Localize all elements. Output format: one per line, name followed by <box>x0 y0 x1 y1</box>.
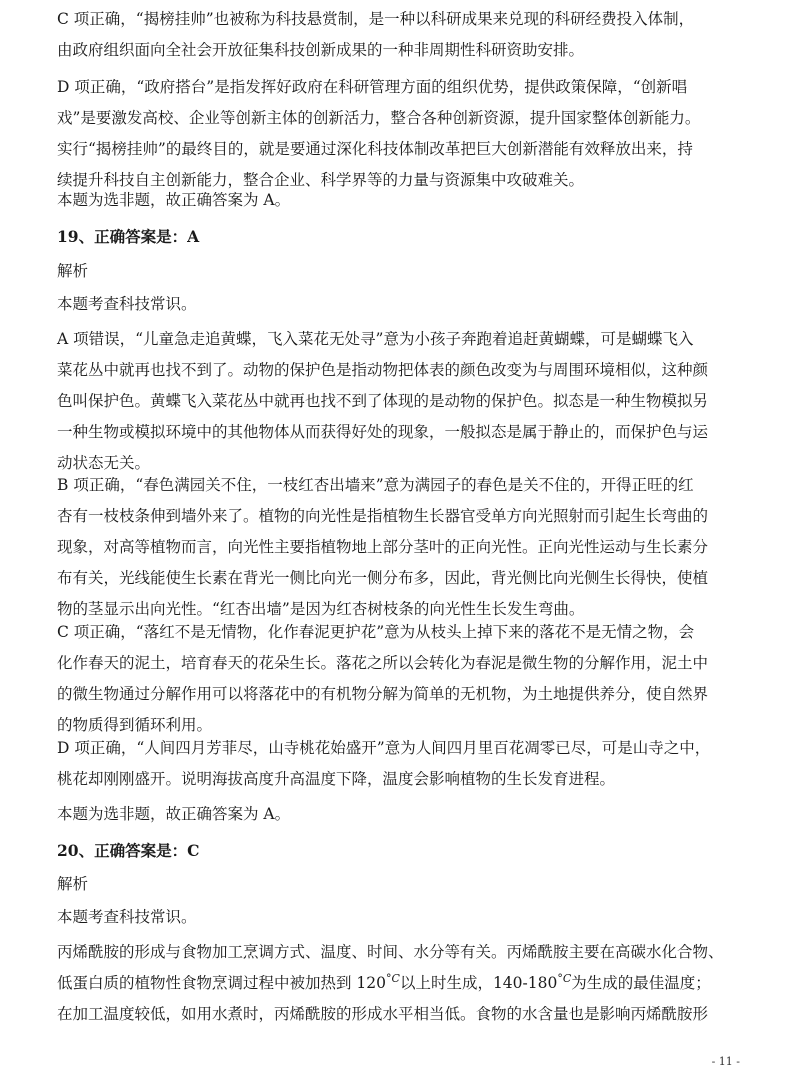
celsius-unit: °C <box>557 971 572 985</box>
text-line: A 项错误，“儿童急走追黄蝶，飞入菜花无处寻”意为小孩子奔跑着追赶黄蝴蝶，可是蝴蝶飞入 <box>57 330 694 348</box>
paragraph-acrylamide <box>57 937 743 1030</box>
text-line: 桃花却刚刚盛开。说明海拔高度升高温度下降，温度会影响植物的生长发育进程。 <box>57 770 616 788</box>
text-line: 由政府组织面向全社会开放征集科技创新成果的一种非周期性科研资助安排。 <box>57 41 585 59</box>
text-line: 布有关，光线能使生长素在背光一侧比向光一侧分布多，因此，背光侧比向光侧生长得快，使植 <box>57 569 709 587</box>
paragraph-c19 <box>57 617 743 741</box>
text-line: 菜花丛中就再也找不到了。动物的保护色是指动物把体表的颜色改变为与周围环境相似，这种颜 <box>57 361 709 379</box>
text-line: D 项正确，“人间四月芳菲尽，山寺桃花始盛开”意为人间四月里百花凋零已尽，可是山寺之中， <box>57 739 711 757</box>
text-line: 本题考查科技常识。 <box>57 908 197 926</box>
text-line: 解析 <box>57 875 89 893</box>
text-fragment: 为生成的最佳温度； <box>571 974 711 992</box>
text-line: 色叫保护色。黄蝶飞入菜花丛中就再也找不到了体现的是动物的保护色。拟态是一种生物模拟另 <box>57 392 709 410</box>
text-line: 19、正确答案是：A <box>57 227 200 246</box>
text-line: 一种生物或模拟环境中的其他物体从而获得好处的现象，一般拟态是属于静止的，而保护色与运 <box>57 423 709 441</box>
text-line: 戏”是要激发高校、企业等创新主体的创新活力，整合各种创新资源，提升国家整体创新能力。 <box>57 109 701 127</box>
text-line: 续提升科技自主创新能力，整合企业、科学界等的力量与资源集中攻破难关。 <box>57 171 585 189</box>
text-line: 20、正确答案是：C <box>57 841 200 860</box>
text-line: 解析 <box>57 262 89 280</box>
paragraph-b19 <box>57 470 743 625</box>
text-line: D 项正确，“政府搭台”是指发挥好政府在科研管理方面的组织优势，提供政策保障，“创新唱 <box>57 78 688 96</box>
analysis-label-20 <box>57 869 743 900</box>
paragraph-c18 <box>57 4 743 66</box>
text-line: 丙烯酰胺的形成与食物加工烹调方式、温度、时间、水分等有关。丙烯酰胺主要在高碳水化合物、 <box>57 943 724 961</box>
paragraph-a19 <box>57 324 743 479</box>
text-line: 本题为选非题，故正确答案为 A。 <box>57 805 291 823</box>
text-line: 本题考查科技常识。 <box>57 295 197 313</box>
paragraph-d19 <box>57 733 743 795</box>
text-line: 杏有一枝枝条伸到墙外来了。植物的向光性是指植物生长器官受单方向光照射而引起生长弯曲的 <box>57 507 709 525</box>
text-fragment: 以上时生成，140-180 <box>399 974 558 992</box>
text-line: 本题为选非题，故正确答案为 A。 <box>57 191 291 209</box>
text-line: C 项正确，“落红不是无情物，化作春泥更护花”意为从枝头上掉下来的落花不是无情之物，会 <box>57 623 695 641</box>
conclusion-18 <box>57 185 743 216</box>
text-line: 物的茎显示出向光性。“红杏出墙”是因为红杏树枝条的向光性生长发生弯曲。 <box>57 600 585 618</box>
text-line: 的物质得到循环利用。 <box>57 716 213 734</box>
text-line: 化作春天的泥土，培育春天的花朵生长。落花之所以会转化为春泥是微生物的分解作用，泥土中 <box>57 654 709 672</box>
answer-heading-20 <box>57 835 743 866</box>
topic-line-19 <box>57 289 743 320</box>
page-number: - 11 - <box>711 1055 740 1068</box>
text-line: 动状态无关。 <box>57 454 151 472</box>
text-fragment: 低蛋白质的植物性食物烹调过程中被加热到 120 <box>57 974 387 992</box>
text-line: 现象，对高等植物而言，向光性主要指植物地上部分茎叶的正向光性。正向光性运动与生长素分 <box>57 538 709 556</box>
text-line: 的微生物通过分解作用可以将落花中的有机物分解为简单的无机物，为土地提供养分，使自然界 <box>57 685 709 703</box>
celsius-unit: °C <box>386 971 400 985</box>
text-line: C 项正确，“揭榜挂帅”也被称为科技悬赏制，是一种以科研成果来兑现的科研经费投入体制， <box>57 10 695 28</box>
topic-line-20 <box>57 902 743 933</box>
text-line-with-temperature <box>57 968 743 999</box>
text-line: B 项正确，“春色满园关不住，一枝红杏出墙来”意为满园子的春色是关不住的，开得正旺的红 <box>57 476 694 494</box>
answer-heading-19 <box>57 221 743 252</box>
conclusion-19 <box>57 799 743 830</box>
text-line: 在加工温度较低，如用水煮时，丙烯酰胺的形成水平相当低。食物的水含量也是影响丙烯酰胺形 <box>57 1005 709 1023</box>
analysis-label-19 <box>57 256 743 287</box>
text-line: 实行“揭榜挂帅”的最终目的，就是要通过深化科技体制改革把巨大创新潜能有效释放出来，持 <box>57 140 693 158</box>
paragraph-d18 <box>57 72 743 196</box>
